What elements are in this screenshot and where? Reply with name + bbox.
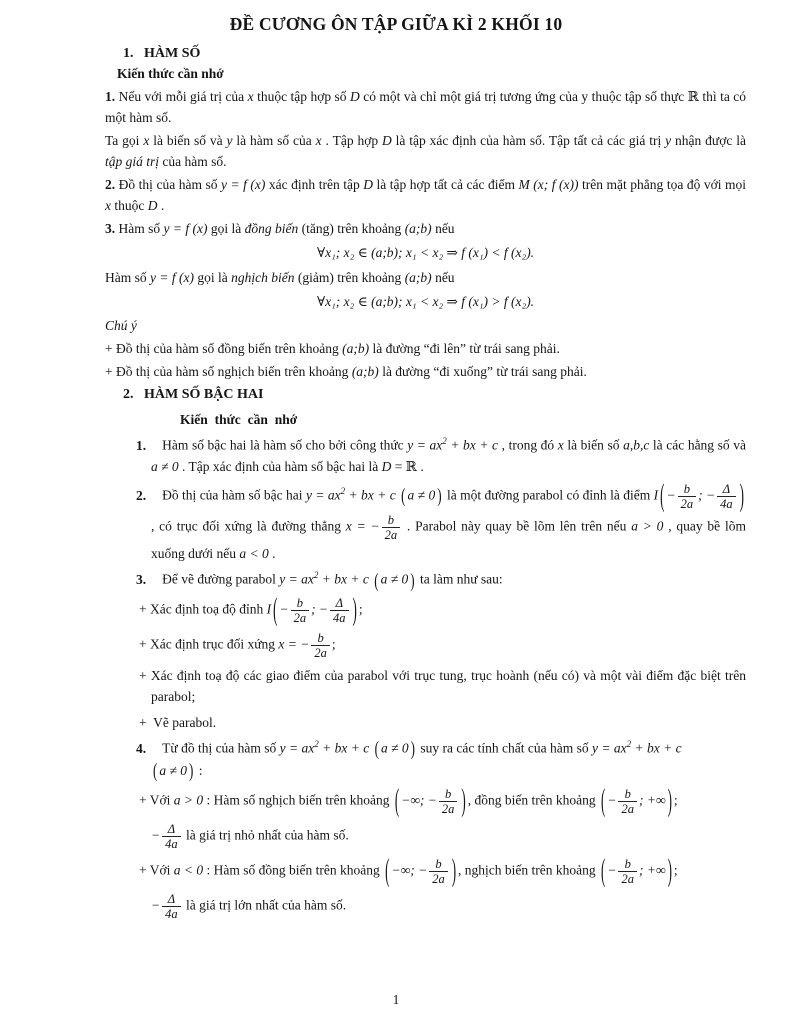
text-run: + Với — [139, 792, 174, 808]
text-run: ; +∞ — [638, 862, 666, 878]
fraction-numerator: b — [435, 856, 442, 871]
text-run: + Vẽ parabol. — [139, 714, 217, 730]
text-run: x — [105, 198, 111, 214]
text-run: y = f (x) — [163, 221, 208, 237]
paragraph — [105, 338, 746, 359]
note-line — [151, 891, 746, 922]
paragraph — [105, 130, 746, 173]
fraction — [162, 892, 181, 921]
text-run: đồng biến — [244, 221, 299, 237]
fraction-denominator: 2a — [311, 645, 330, 660]
list-item — [105, 476, 746, 564]
superscript: 2 — [442, 436, 447, 446]
fraction-numerator: b — [624, 786, 631, 801]
text-run: y = ax — [279, 571, 314, 587]
text-run: gọi là — [207, 221, 245, 237]
text-run: + Xác định trục đối xứng — [139, 636, 279, 652]
big-parenthesis: ) — [667, 781, 672, 818]
text-run: a ≠ 0 — [159, 762, 188, 778]
text-run: = − — [284, 636, 310, 652]
big-parenthesis: ( — [374, 737, 379, 760]
fraction-denominator: 4a — [162, 836, 181, 851]
text-run: là tập xác định của hàm số. Tập tất cả các giá trị — [391, 132, 666, 148]
text-run: + Xác định toạ độ các giao điểm của parabol với trục tung, trục hoành (nếu có) và một vài điểm đặc biệt trên parabol; — [139, 668, 746, 705]
paragraph — [105, 174, 746, 217]
text-run: x — [143, 132, 150, 148]
fraction-denominator: 2a — [382, 527, 401, 542]
text-run: (a;b) — [404, 221, 432, 237]
fraction-denominator: 2a — [618, 871, 637, 886]
text-run: = − — [351, 518, 380, 534]
big-parenthesis: ) — [352, 590, 357, 628]
text-run: − — [279, 601, 289, 617]
item-number: 3. — [136, 571, 147, 587]
text-run: Hàm số bậc hai là hàm số cho bởi công thức — [162, 437, 408, 453]
text-run: x — [247, 88, 254, 104]
big-parenthesis: ( — [660, 476, 665, 514]
fraction — [618, 857, 637, 886]
text-run: thuộc tập hợp số — [253, 88, 350, 104]
sub-item — [105, 665, 746, 708]
big-parenthesis: ( — [374, 568, 379, 591]
text-run: là hàm số của — [232, 132, 316, 148]
list-item — [105, 568, 746, 591]
sub-item — [105, 851, 746, 888]
fraction-denominator: 2a — [618, 801, 637, 816]
fraction-numerator: b — [683, 482, 690, 497]
text-run: Đồ thị của hàm số bậc hai — [162, 487, 306, 503]
section-heading — [123, 385, 746, 405]
text-run: a ≠ 0 — [380, 740, 409, 756]
text-run: là tập hợp tất cả các điểm — [372, 177, 519, 192]
text-run: M (x; f (x)) — [518, 177, 579, 192]
text-run: thì ta có một hàm số. — [105, 88, 746, 126]
text-run: . Parabol này quay bề lõm lên trên nếu — [402, 518, 632, 534]
text-run: , đồng biến trên khoảng — [467, 792, 599, 808]
text-run: ∀x₁; x₂ ∈ (a;b); x₁ < x₂ ⇒ f (x₁) < f (x₂). — [316, 245, 535, 261]
text-run: Hàm số — [105, 269, 150, 285]
text-run: a < 0 — [239, 546, 269, 562]
text-run: gọi là — [193, 269, 232, 285]
text-run: Hàm số — [118, 221, 164, 237]
paragraph — [105, 218, 746, 239]
superscript: 2 — [313, 570, 319, 581]
list-item — [105, 434, 746, 477]
text-run: − — [151, 827, 161, 843]
text-run: ; — [673, 792, 678, 808]
fraction-numerator: b — [624, 856, 631, 871]
subheading — [117, 65, 746, 84]
big-parenthesis: ) — [461, 781, 466, 818]
paragraph — [105, 86, 746, 129]
text-run: a > 0 — [173, 792, 204, 808]
big-parenthesis: ) — [451, 851, 457, 888]
text-run: = ℝ . — [391, 458, 424, 474]
formula — [105, 291, 746, 312]
text-run: + Xác định toạ độ đỉnh — [139, 601, 267, 617]
text-run: 1. HÀM SỐ — [123, 46, 201, 61]
text-run: ta làm như sau: — [416, 571, 503, 587]
text-run: , nghịch biến trên khoảng — [458, 862, 599, 878]
text-run: là các hằng số và — [649, 437, 746, 453]
text-run: x — [557, 437, 564, 453]
list-item — [105, 737, 746, 782]
text-run: là giá trị lớn nhất của hàm số. — [182, 897, 347, 913]
fraction-numerator: Δ — [167, 821, 176, 836]
big-parenthesis: ) — [667, 851, 672, 888]
fraction-numerator: Δ — [167, 891, 176, 906]
text-run: . Tập xác định của hàm số bậc hai là — [178, 458, 382, 474]
sub-item — [105, 630, 746, 661]
text-run: , trong đó — [498, 437, 558, 453]
big-parenthesis: ( — [394, 781, 400, 818]
text-run: . — [157, 198, 165, 214]
text-run: a ≠ 0 — [380, 571, 409, 587]
text-run: x — [345, 518, 352, 534]
big-parenthesis: ) — [189, 759, 194, 782]
text-run: + Với — [139, 862, 174, 878]
text-run: (a;b) — [342, 341, 370, 357]
fraction — [717, 482, 736, 511]
text-run: I — [653, 487, 659, 503]
fraction-denominator: 2a — [439, 801, 458, 816]
big-parenthesis: ( — [385, 851, 390, 888]
fraction-denominator: 4a — [330, 610, 349, 625]
text-run: + Đồ thị của hàm số nghịch biến trên khoảng — [105, 364, 352, 380]
big-parenthesis: ) — [739, 476, 744, 514]
text-run: tập giá trị — [105, 154, 160, 170]
paragraph — [105, 267, 746, 288]
text-run: D — [363, 177, 373, 192]
text-run: nhận được là — [671, 132, 747, 148]
paragraph — [105, 361, 746, 382]
text-run: là đường “đi xuống” từ trái sang phải. — [378, 364, 587, 380]
fraction-denominator: 2a — [429, 871, 448, 886]
text-run: x — [315, 132, 322, 148]
sub-item — [105, 781, 746, 818]
text-run: ; − — [311, 601, 329, 617]
text-run: Kiến thức cần nhớ — [117, 66, 224, 82]
text-run: (a;b) — [351, 364, 379, 380]
text-run: . — [268, 546, 276, 562]
text-run: y = ax — [592, 740, 627, 756]
item-number: 2. — [136, 487, 147, 503]
fraction — [439, 787, 458, 816]
text-run: + bx + c — [318, 740, 373, 756]
fraction — [330, 596, 349, 625]
big-parenthesis: ( — [153, 759, 158, 782]
text-run: 2. — [105, 177, 119, 192]
text-run: có một và chỉ một giá trị tương ứng của y thuộc tập số thực — [359, 88, 688, 104]
text-run: + bx + c — [345, 487, 400, 503]
text-run: ℝ — [687, 88, 699, 104]
text-run: Từ đồ thị của hàm số — [162, 740, 280, 756]
item-number: 4. — [136, 740, 147, 756]
text-run: trên mặt phẳng tọa độ với mọi — [578, 177, 747, 192]
text-run: −∞; − — [401, 792, 437, 808]
document-body — [0, 35, 792, 922]
text-run: Chú ý — [105, 318, 137, 334]
big-parenthesis: ( — [273, 590, 278, 628]
sub-item — [105, 590, 746, 628]
fraction — [162, 822, 181, 851]
text-run: − — [151, 897, 161, 913]
text-run: xác định trên tập — [265, 177, 364, 192]
text-run: − — [607, 792, 617, 808]
text-run: ; +∞ — [638, 792, 666, 808]
fraction-denominator: 4a — [717, 496, 736, 511]
text-run: y = ax — [279, 740, 315, 756]
text-run: nếu — [431, 221, 455, 237]
fraction-numerator: b — [317, 631, 324, 646]
fraction — [382, 513, 401, 542]
text-run: , có trục đối xứng là đường thẳng — [151, 518, 346, 534]
superscript: 2 — [340, 486, 346, 497]
text-run: y — [665, 132, 672, 148]
text-run: − — [666, 487, 676, 503]
superscript: 2 — [314, 739, 319, 750]
big-parenthesis: ( — [601, 851, 606, 888]
text-run: suy ra các tính chất của hàm số — [416, 740, 593, 756]
fraction — [311, 631, 330, 660]
text-run: thuộc — [111, 198, 148, 214]
fraction-numerator: b — [387, 513, 394, 528]
text-run: I — [266, 601, 272, 617]
fraction-denominator: 2a — [291, 610, 310, 625]
text-run: Để vẽ đường parabol — [162, 571, 280, 587]
text-run: y = ax — [407, 437, 443, 453]
text-run: ; − — [698, 487, 716, 503]
text-run: D — [381, 132, 392, 148]
big-parenthesis: ) — [410, 568, 415, 591]
text-run: (tăng) trên khoảng — [298, 221, 405, 237]
text-run: ; — [331, 636, 336, 652]
fraction-numerator: Δ — [335, 596, 343, 611]
text-run: D — [381, 458, 392, 474]
text-run: + bx + c — [631, 740, 682, 756]
text-run: + bx + c — [318, 571, 373, 587]
subheading — [180, 410, 746, 430]
text-run: . Tập hợp — [321, 132, 382, 148]
text-run: là một đường parabol có đỉnh là điểm — [443, 487, 654, 503]
page-number: 1 — [392, 992, 400, 1007]
fraction-numerator: Δ — [722, 482, 731, 497]
text-run: (giảm) trên khoảng — [294, 269, 405, 285]
text-run: a,b,c — [623, 437, 650, 453]
text-run: : Hàm số nghịch biến trên khoảng — [203, 792, 393, 808]
superscript: 2 — [626, 739, 632, 750]
text-run: Nếu với mỗi giá trị của — [118, 88, 248, 104]
text-run: là biến số và — [149, 132, 227, 148]
big-parenthesis: ( — [401, 484, 406, 507]
paragraph — [105, 315, 746, 336]
text-run: y = f (x) — [150, 269, 194, 285]
text-run: 1. — [105, 88, 119, 104]
text-run: Ta gọi — [105, 132, 144, 148]
text-run: : Hàm số đồng biến trên khoảng — [203, 862, 384, 878]
text-run: − — [607, 862, 617, 878]
text-run: là đường “đi lên” từ trái sang phải. — [369, 341, 560, 357]
text-run: ; — [673, 862, 678, 878]
text-run: , quay bề lõm xuống dưới nếu — [151, 518, 746, 562]
formula — [105, 242, 746, 263]
text-run: −∞; − — [391, 862, 428, 878]
text-run: ; — [358, 601, 363, 617]
text-run: a ≠ 0 — [407, 487, 436, 503]
text-run: (a;b) — [404, 269, 432, 285]
page-title: ĐỀ CƯƠNG ÔN TẬP GIỮA KÌ 2 KHỐI 10 — [229, 14, 563, 34]
text-run: + bx + c — [446, 437, 499, 453]
text-run: 3. — [105, 221, 119, 237]
text-run: D — [350, 88, 360, 104]
text-run: y = ax — [305, 487, 341, 503]
text-run: + Đồ thị của hàm số đồng biến trên khoảng — [105, 341, 343, 357]
text-run: nghịch biến — [231, 269, 295, 285]
text-run: là biến số — [563, 437, 624, 453]
text-run: y — [226, 132, 233, 148]
text-run: D — [147, 198, 158, 214]
text-run: 2. HÀM SỐ BẬC HAI — [123, 387, 264, 403]
big-parenthesis: ) — [410, 737, 415, 760]
fraction — [618, 787, 637, 816]
big-parenthesis: ( — [601, 781, 606, 818]
text-run: x — [278, 636, 285, 652]
fraction-denominator: 4a — [162, 906, 181, 921]
text-run: ∀x₁; x₂ ∈ (a;b); x₁ < x₂ ⇒ f (x₁) > f (x₂). — [316, 294, 535, 310]
text-run: là giá trị nhỏ nhất của hàm số. — [182, 827, 349, 843]
fraction — [678, 482, 697, 511]
text-run: nếu — [431, 269, 455, 285]
text-run: của hàm số. — [159, 154, 227, 170]
item-number: 1. — [136, 437, 147, 453]
sub-item — [105, 712, 746, 733]
big-parenthesis: ) — [437, 484, 442, 507]
text-run: y = f (x) — [221, 177, 266, 192]
text-run: a ≠ 0 — [151, 458, 179, 474]
fraction-numerator: b — [445, 786, 452, 801]
fraction — [429, 857, 448, 886]
fraction-numerator: b — [296, 596, 303, 611]
section-heading — [123, 44, 746, 64]
text-run: Kiến thức cần nhớ — [180, 411, 298, 427]
fraction — [291, 596, 310, 625]
fraction-denominator: 2a — [678, 496, 697, 511]
text-run: : — [195, 762, 203, 778]
text-run: Đồ thị của hàm số — [118, 177, 221, 192]
text-run: a < 0 — [173, 862, 204, 878]
note-line — [151, 821, 746, 852]
text-run: a > 0 — [631, 518, 664, 534]
